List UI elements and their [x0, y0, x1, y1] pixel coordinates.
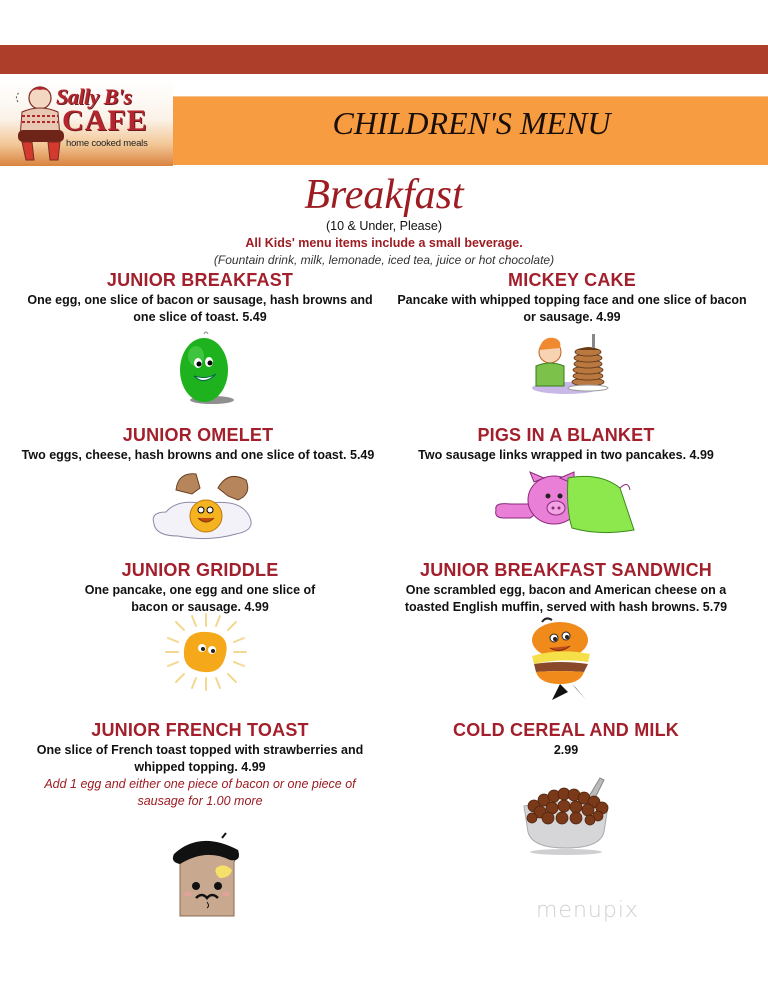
item-name: JUNIOR BREAKFAST	[106, 270, 294, 290]
item-desc: One slice of French toast topped with strawberries and whipped topping. 4.99	[36, 743, 364, 774]
page-title: CHILDREN'S MENU	[332, 105, 611, 141]
item-desc: Two eggs, cheese, hash browns and one slice of toast. 5.49	[21, 448, 375, 462]
sandwich-icon	[524, 614, 600, 702]
item-desc: 2.99	[553, 743, 579, 757]
item-desc: Pancake with whipped topping face and one slice of bacon or sausage. 4.99	[397, 293, 747, 324]
watermark: menupix	[536, 898, 639, 923]
item-name: COLD CEREAL AND MILK	[453, 720, 679, 740]
toast-beret-icon	[170, 832, 244, 920]
item-name: JUNIOR GRIDDLE	[121, 560, 279, 580]
item-name: JUNIOR BREAKFAST SANDWICH	[419, 560, 712, 580]
logo-cafe: CAFE	[62, 104, 148, 137]
pancake-kid-icon	[530, 330, 612, 396]
menu-item-junior-breakfast-sandwich	[374, 560, 758, 616]
menu-item-junior-breakfast	[8, 270, 392, 326]
cereal-bowl-icon	[520, 774, 612, 856]
menu-item-junior-french-toast	[8, 720, 392, 810]
sun-icon	[164, 612, 248, 692]
menu-item-junior-griddle	[8, 560, 392, 616]
item-name: JUNIOR FRENCH TOAST	[91, 720, 309, 740]
item-desc: One scrambled egg, bacon and American cheese on a toasted English muffin, served with hash browns. 5.79	[404, 583, 728, 614]
item-desc: Two sausage links wrapped in two pancakes. 4.99	[418, 448, 714, 462]
age-note: (10 & Under, Please)	[325, 219, 443, 233]
green-egg-icon	[174, 330, 240, 406]
pig-blanket-icon	[490, 470, 638, 536]
menu-item-junior-omelet	[6, 425, 390, 464]
menu-item-cold-cereal-and-milk	[374, 720, 758, 759]
item-desc: One egg, one slice of bacon or sausage, hash browns and one slice of toast. 5.49	[27, 293, 373, 324]
menu-item-pigs-in-a-blanket	[374, 425, 758, 464]
cafe-logo	[0, 80, 173, 166]
menu-item-mickey-cake	[380, 270, 764, 326]
item-name: JUNIOR OMELET	[122, 425, 274, 445]
section-title: Breakfast	[304, 172, 464, 218]
beverage-options: (Fountain drink, milk, lemonade, iced tea, juice or hot chocolate)	[213, 253, 555, 267]
logo-tagline: home cooked meals	[66, 138, 148, 149]
cracked-egg-icon	[148, 468, 258, 542]
item-name: PIGS IN A BLANKET	[477, 425, 655, 445]
beverage-note: All Kids' menu items include a small beverage.	[245, 236, 523, 250]
top-banner-bar	[0, 45, 768, 74]
item-desc: One pancake, one egg and one slice of bacon or sausage. 4.99	[84, 583, 316, 614]
item-name: MICKEY CAKE	[508, 270, 636, 290]
logo-name: Sally B's	[56, 84, 132, 109]
item-note: Add 1 egg and either one piece of bacon or one piece of sausage for 1.00 more	[44, 777, 356, 808]
title-band	[173, 96, 768, 165]
